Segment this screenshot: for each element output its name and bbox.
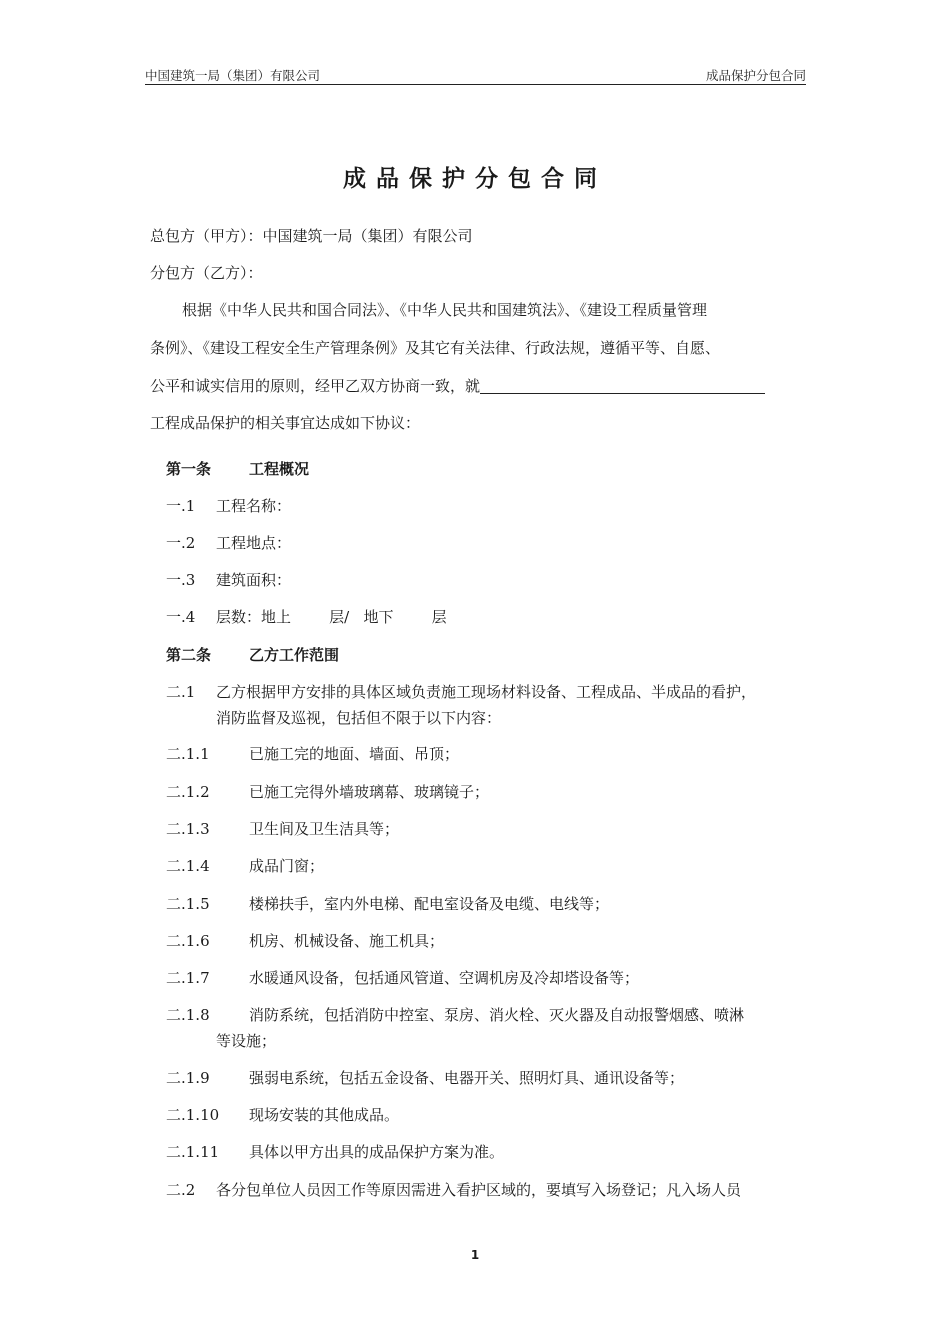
item-2-2-number: 二.2 bbox=[166, 1181, 196, 1199]
item-2-1-8-number: 二.1.8 bbox=[166, 1006, 210, 1024]
item-2-1-line-2: 消防监督及巡视，包括但不限于以下内容： bbox=[216, 709, 502, 727]
item-2-1-6-text: 机房、机械设备、施工机具； bbox=[249, 932, 445, 950]
article-2-number: 第二条 bbox=[166, 646, 212, 664]
item-1-1-number: 一.1 bbox=[166, 497, 196, 515]
page-number: 1 bbox=[470, 1248, 480, 1262]
item-2-1-7-number: 二.1.7 bbox=[166, 969, 210, 987]
item-1-2-number: 一.2 bbox=[166, 534, 196, 552]
preamble-line-4: 工程成品保护的相关事宜达成如下协议： bbox=[150, 414, 421, 432]
item-2-1-11-text: 具体以甲方出具的成品保护方案为准。 bbox=[249, 1143, 505, 1161]
item-2-1-line-1: 乙方根据甲方安排的具体区域负责施工现场材料设备、工程成品、半成品的看护， bbox=[216, 683, 757, 701]
item-1-4-number: 一.4 bbox=[166, 608, 196, 626]
item-2-1-3-text: 卫生间及卫生洁具等； bbox=[249, 820, 400, 838]
item-2-1-5-text: 楼梯扶手，室内外电梯、配电室设备及电缆、电线等； bbox=[249, 895, 610, 913]
article-2-title: 乙方工作范围 bbox=[249, 646, 340, 664]
item-2-1-1-number: 二.1.1 bbox=[166, 745, 210, 763]
item-2-1-7-text: 水暖通风设备，包括通风管道、空调机房及冷却塔设备等； bbox=[249, 969, 640, 987]
preamble-line-3 bbox=[150, 376, 765, 396]
article-1-number: 第一条 bbox=[166, 460, 212, 478]
item-2-1-2-text: 已施工完得外墙玻璃幕、玻璃镜子； bbox=[249, 783, 490, 801]
item-2-1-9-text: 强弱电系统，包括五金设备、电器开关、照明灯具、通讯设备等； bbox=[249, 1069, 685, 1087]
item-2-1-1-text: 已施工完的地面、墙面、吊顶； bbox=[249, 745, 460, 763]
article-1-title: 工程概况 bbox=[249, 460, 310, 478]
item-1-3-text: 建筑面积： bbox=[216, 571, 292, 589]
page-header bbox=[145, 66, 806, 85]
item-2-1-6-number: 二.1.6 bbox=[166, 932, 210, 950]
preamble-line-3-text: 公平和诚实信用的原则，经甲乙双方协商一致，就 bbox=[150, 377, 481, 395]
item-2-2-line-1: 各分包单位人员因工作等原因需进入看护区域的，要填写入场登记；凡入场人员 bbox=[216, 1181, 742, 1199]
item-1-1-text: 工程名称： bbox=[216, 497, 292, 515]
item-1-2-text: 工程地点： bbox=[216, 534, 292, 552]
party-a: 总包方（甲方）：中国建筑一局（集团）有限公司 bbox=[150, 227, 473, 245]
item-2-1-number: 二.1 bbox=[166, 683, 196, 701]
item-2-1-10-text: 现场安装的其他成品。 bbox=[249, 1106, 400, 1124]
item-2-1-9-number: 二.1.9 bbox=[166, 1069, 210, 1087]
item-2-1-8-text: 消防系统，包括消防中控室、泵房、消火栓、灭火器及自动报警烟感、喷淋 bbox=[249, 1006, 745, 1024]
item-2-1-2-number: 二.1.2 bbox=[166, 783, 210, 801]
item-2-1-10-number: 二.1.10 bbox=[166, 1106, 220, 1124]
header-company: 中国建筑一局（集团）有限公司 bbox=[145, 68, 321, 83]
item-2-1-3-number: 二.1.3 bbox=[166, 820, 210, 838]
item-1-4-text: 层数：地上 层/ 地下 层 bbox=[216, 608, 447, 626]
item-2-1-11-number: 二.1.11 bbox=[166, 1143, 220, 1161]
item-1-3-number: 一.3 bbox=[166, 571, 196, 589]
project-name-blank bbox=[480, 377, 765, 394]
preamble-line-2: 条例》、《建设工程安全生产管理条例》及其它有关法律、行政法规，遵循平等、自愿、 bbox=[150, 339, 721, 357]
item-2-1-8-continuation: 等设施； bbox=[216, 1032, 277, 1050]
party-b: 分包方（乙方）： bbox=[150, 264, 263, 282]
preamble-line-1: 根据《中华人民共和国合同法》、《中华人民共和国建筑法》、《建设工程质量管理 bbox=[182, 301, 708, 319]
item-2-1-4-text: 成品门窗； bbox=[249, 857, 325, 875]
document-title: 成品保护分包合同 bbox=[343, 166, 607, 192]
item-2-1-4-number: 二.1.4 bbox=[166, 857, 210, 875]
header-doc-title: 成品保护分包合同 bbox=[705, 68, 806, 83]
item-2-1-5-number: 二.1.5 bbox=[166, 895, 210, 913]
